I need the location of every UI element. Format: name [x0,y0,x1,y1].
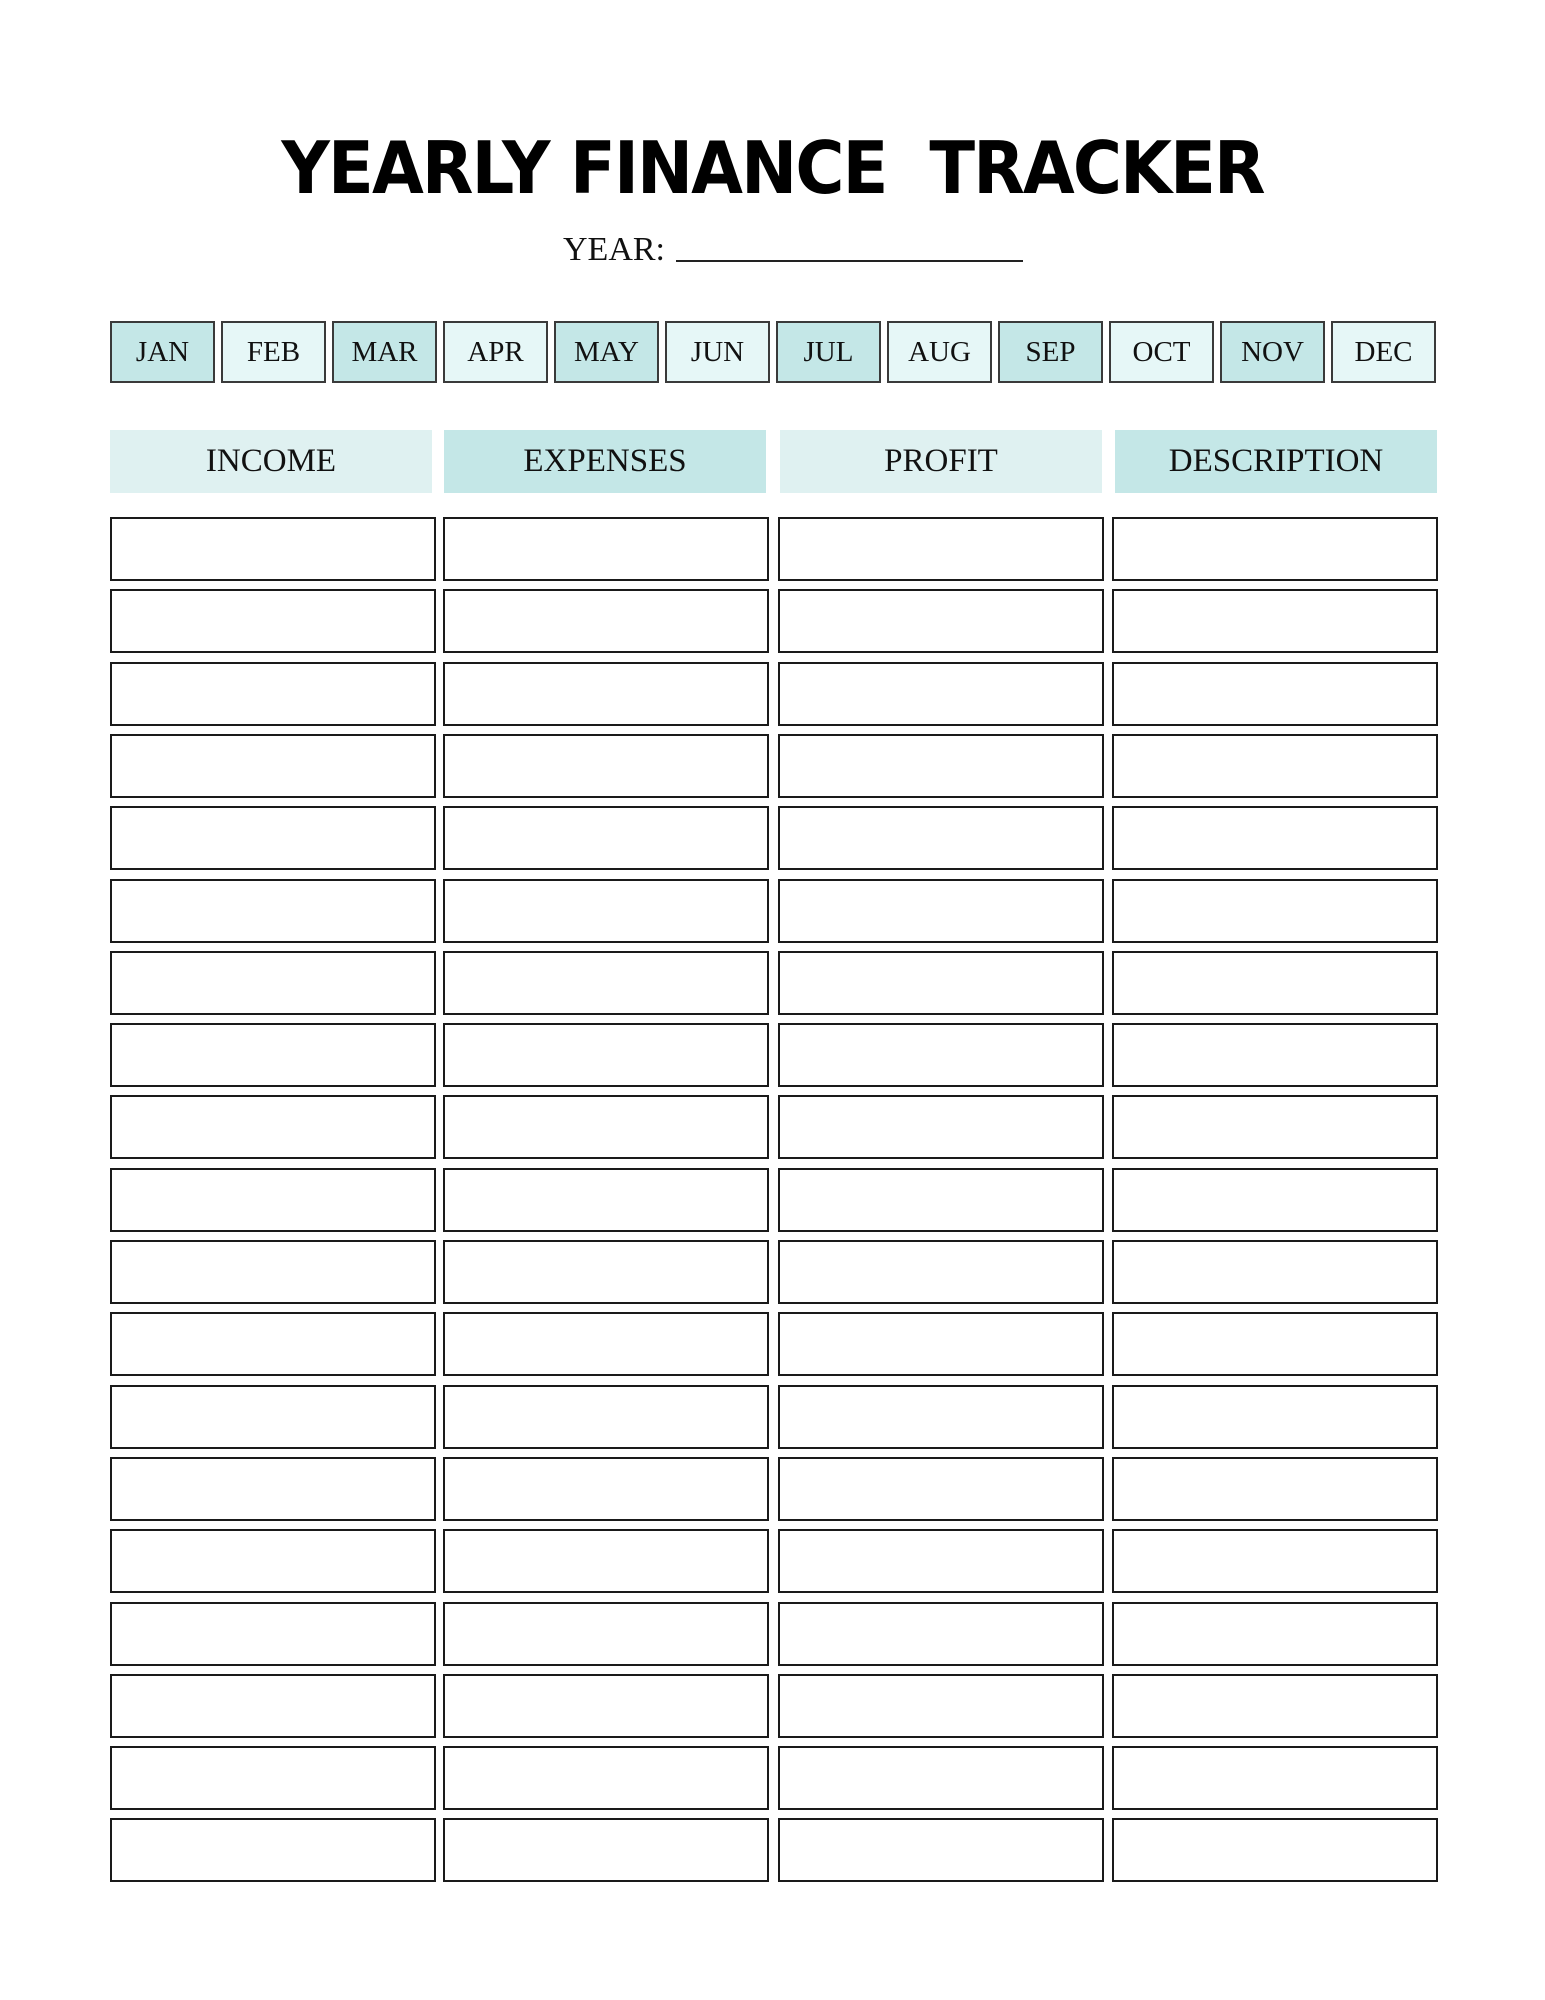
expenses-cell[interactable] [443,1023,769,1087]
column-header-description: DESCRIPTION [1115,430,1437,493]
description-cell[interactable] [1112,1746,1438,1810]
profit-cell[interactable] [778,1240,1104,1304]
income-cell[interactable] [110,1168,436,1232]
description-cell[interactable] [1112,1168,1438,1232]
profit-cell[interactable] [778,662,1104,726]
description-cell[interactable] [1112,589,1438,653]
year-input-line[interactable] [676,260,1023,262]
profit-cell[interactable] [778,1385,1104,1449]
expenses-cell[interactable] [443,517,769,581]
table-row [110,517,1438,581]
table-row [110,734,1438,798]
table-row [110,1529,1438,1593]
expenses-cell[interactable] [443,1095,769,1159]
description-cell[interactable] [1112,1529,1438,1593]
month-sep[interactable]: SEP [998,321,1103,383]
income-cell[interactable] [110,1457,436,1521]
expenses-cell[interactable] [443,951,769,1015]
income-cell[interactable] [110,1529,436,1593]
month-selector [110,321,1436,383]
column-header-profit: PROFIT [780,430,1102,493]
year-label: YEAR: [563,231,665,268]
profit-cell[interactable] [778,879,1104,943]
income-cell[interactable] [110,806,436,870]
income-cell[interactable] [110,517,436,581]
profit-cell[interactable] [778,1818,1104,1882]
profit-cell[interactable] [778,806,1104,870]
month-feb[interactable]: FEB [221,321,326,383]
description-cell[interactable] [1112,951,1438,1015]
table-row [110,589,1438,653]
income-cell[interactable] [110,1240,436,1304]
profit-cell[interactable] [778,1312,1104,1376]
month-jun[interactable]: JUN [665,321,770,383]
description-cell[interactable] [1112,734,1438,798]
expenses-cell[interactable] [443,1529,769,1593]
description-cell[interactable] [1112,1312,1438,1376]
table-row [110,1312,1438,1376]
description-cell[interactable] [1112,1240,1438,1304]
income-cell[interactable] [110,879,436,943]
month-apr[interactable]: APR [443,321,548,383]
table-row [110,879,1438,943]
profit-cell[interactable] [778,1746,1104,1810]
description-cell[interactable] [1112,1023,1438,1087]
profit-cell[interactable] [778,517,1104,581]
table-row [110,1746,1438,1810]
profit-cell[interactable] [778,734,1104,798]
profit-cell[interactable] [778,1168,1104,1232]
expenses-cell[interactable] [443,1240,769,1304]
description-cell[interactable] [1112,1385,1438,1449]
table-row [110,662,1438,726]
month-jan[interactable]: JAN [110,321,215,383]
profit-cell[interactable] [778,1095,1104,1159]
expenses-cell[interactable] [443,1312,769,1376]
profit-cell[interactable] [778,589,1104,653]
description-cell[interactable] [1112,1602,1438,1666]
expenses-cell[interactable] [443,1385,769,1449]
table-row [110,1168,1438,1232]
month-oct[interactable]: OCT [1109,321,1214,383]
month-mar[interactable]: MAR [332,321,437,383]
page-title: YEARLY FINANCE TRACKER [281,126,1264,210]
expenses-cell[interactable] [443,589,769,653]
expenses-cell[interactable] [443,1168,769,1232]
column-header-income: INCOME [110,430,432,493]
income-cell[interactable] [110,734,436,798]
month-dec[interactable]: DEC [1331,321,1436,383]
description-cell[interactable] [1112,517,1438,581]
description-cell[interactable] [1112,1674,1438,1738]
profit-cell[interactable] [778,951,1104,1015]
year-field [563,226,1023,270]
table-row [110,1818,1438,1882]
column-header-expenses: EXPENSES [444,430,766,493]
table-row [110,806,1438,870]
expenses-cell[interactable] [443,806,769,870]
table-header [110,430,1438,493]
expenses-cell[interactable] [443,879,769,943]
expenses-cell[interactable] [443,1818,769,1882]
expenses-cell[interactable] [443,1674,769,1738]
expenses-cell[interactable] [443,734,769,798]
income-cell[interactable] [110,1385,436,1449]
description-cell[interactable] [1112,879,1438,943]
month-may[interactable]: MAY [554,321,659,383]
table-row [110,1674,1438,1738]
table-row [110,1457,1438,1521]
expenses-cell[interactable] [443,1602,769,1666]
income-cell[interactable] [110,1818,436,1882]
income-cell[interactable] [110,1746,436,1810]
table-row [110,1385,1438,1449]
expenses-cell[interactable] [443,1457,769,1521]
table-row [110,1602,1438,1666]
table-row [110,1240,1438,1304]
description-cell[interactable] [1112,1818,1438,1882]
month-aug[interactable]: AUG [887,321,992,383]
income-cell[interactable] [110,589,436,653]
month-jul[interactable]: JUL [776,321,881,383]
profit-cell[interactable] [778,1529,1104,1593]
table-row [110,1023,1438,1087]
description-cell[interactable] [1112,806,1438,870]
description-cell[interactable] [1112,1095,1438,1159]
profit-cell[interactable] [778,1602,1104,1666]
table-row [110,951,1438,1015]
month-nov[interactable]: NOV [1220,321,1325,383]
income-cell[interactable] [110,1312,436,1376]
description-cell[interactable] [1112,662,1438,726]
expenses-cell[interactable] [443,1746,769,1810]
profit-cell[interactable] [778,1457,1104,1521]
income-cell[interactable] [110,1023,436,1087]
profit-cell[interactable] [778,1674,1104,1738]
description-cell[interactable] [1112,1457,1438,1521]
income-cell[interactable] [110,1602,436,1666]
income-cell[interactable] [110,951,436,1015]
income-cell[interactable] [110,662,436,726]
expenses-cell[interactable] [443,662,769,726]
table-row [110,1095,1438,1159]
profit-cell[interactable] [778,1023,1104,1087]
income-cell[interactable] [110,1674,436,1738]
income-cell[interactable] [110,1095,436,1159]
